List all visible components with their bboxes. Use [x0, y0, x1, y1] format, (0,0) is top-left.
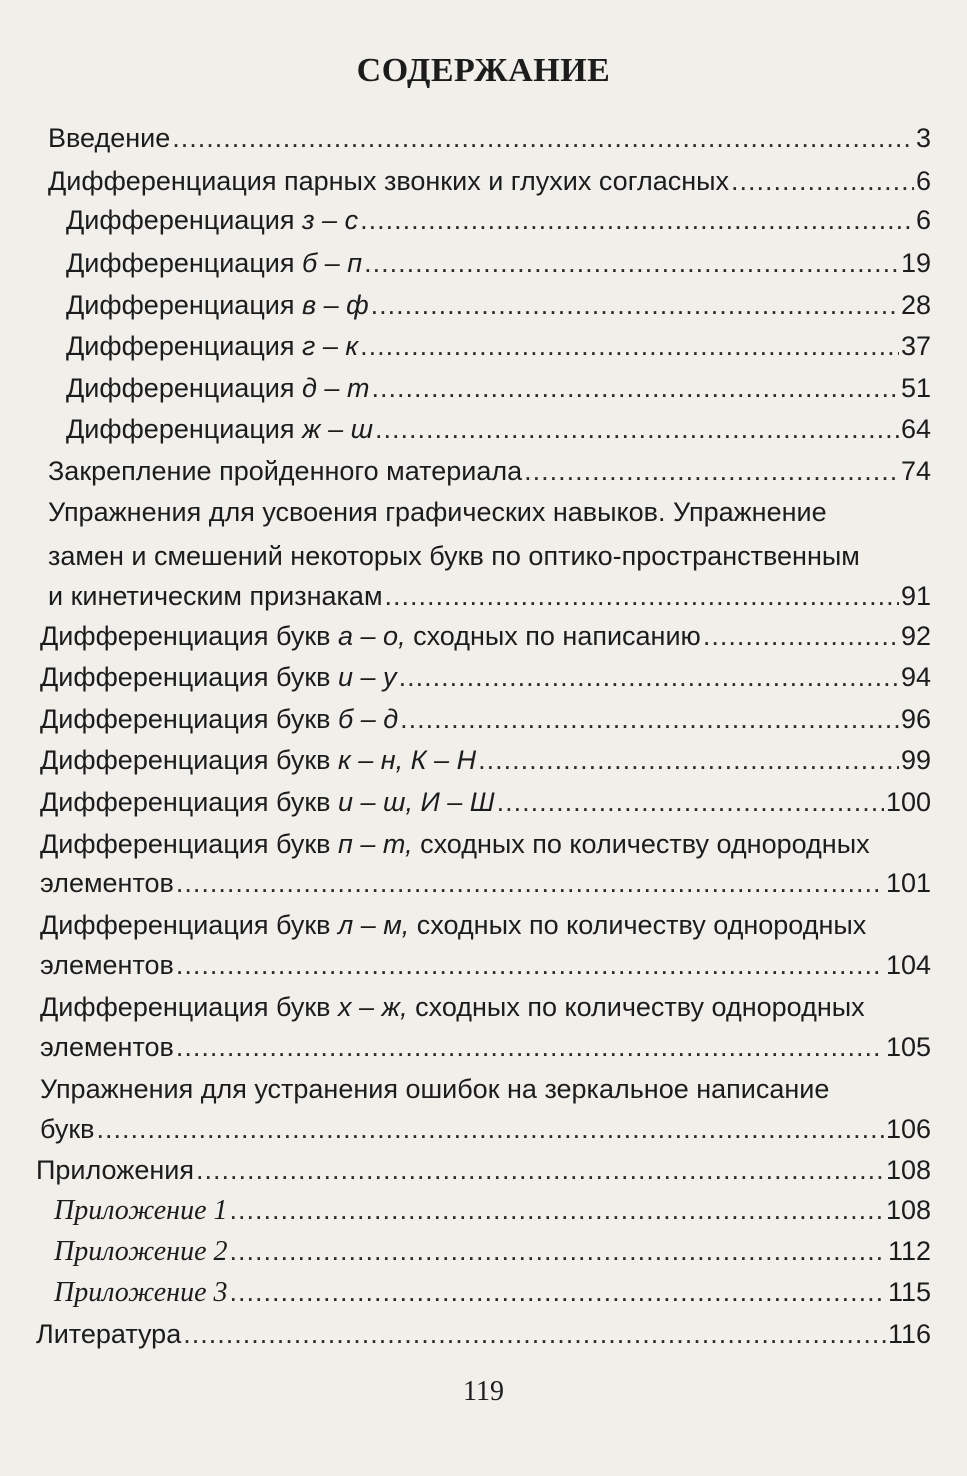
toc-entry-page: 99: [900, 745, 931, 775]
leader-dots: [172, 118, 914, 158]
toc-entry-line: Дифференциация букв х – ж, сходных по количеству однородных: [40, 992, 865, 1022]
toc-entry[interactable]: [66, 326, 931, 366]
toc-entry-label: и кинетическим признакам: [48, 581, 383, 611]
toc-entry-page: 19: [900, 248, 931, 278]
toc-entry[interactable]: [36, 1314, 931, 1354]
toc-entry-page: 3: [915, 123, 931, 153]
toc-entry-page: 105: [885, 1032, 931, 1062]
toc-entry-label: Дифференциация д – т: [66, 373, 370, 403]
page-number: 119: [463, 1376, 504, 1407]
toc-entry-page: 106: [885, 1114, 931, 1144]
toc-entry[interactable]: [40, 782, 931, 822]
toc-entry-label: элементов: [40, 868, 174, 898]
toc-entry-page: 51: [900, 373, 931, 403]
toc-entry[interactable]: [36, 1150, 931, 1190]
toc-entry-line: Упражнения для усвоения графических навыков. Упражнение: [48, 497, 827, 527]
leader-dots: [375, 409, 899, 449]
page-title: СОДЕРЖАНИЕ: [356, 52, 611, 89]
toc-entry-label: Дифференциация букв б – д: [40, 704, 399, 734]
toc-entry[interactable]: [48, 161, 931, 201]
toc-entry-label: Закрепление пройденного материала: [48, 456, 523, 486]
toc-entry[interactable]: [40, 699, 931, 739]
toc-entry-page: 100: [885, 787, 931, 817]
toc-entry[interactable]: [66, 409, 931, 449]
toc-entry-label: букв: [40, 1114, 95, 1144]
toc-entry[interactable]: [66, 243, 931, 283]
leader-dots: [176, 945, 884, 985]
leader-dots: [183, 1314, 886, 1354]
toc-entry-label: Дифференциация г – к: [66, 331, 359, 361]
toc-entry-page: 6: [915, 166, 931, 196]
toc-entry-label: Дифференциация парных звонких и глухих согласных: [48, 166, 730, 196]
toc-entry-label: элементов: [40, 1032, 174, 1062]
toc-entry[interactable]: [40, 863, 931, 903]
leader-dots: [703, 616, 899, 656]
toc-entry[interactable]: [40, 1109, 931, 1149]
leader-dots: [524, 451, 899, 491]
toc-entry-label: Литература: [36, 1319, 182, 1349]
toc-entry-label: Введение: [48, 123, 171, 153]
toc-entry[interactable]: [48, 576, 931, 616]
toc-entry[interactable]: [66, 285, 931, 325]
toc-entry-page: 108: [885, 1155, 931, 1185]
toc-entry-page: 91: [900, 581, 931, 611]
toc-entry-label: Приложение 2: [54, 1236, 228, 1267]
toc-entry-label: Дифференциация букв и – ш, И – Ш: [40, 787, 495, 817]
leader-dots: [196, 1150, 884, 1190]
leader-dots: [371, 368, 899, 408]
toc-entry-label: Дифференциация з – с: [66, 205, 359, 235]
toc-entry[interactable]: [40, 945, 931, 985]
toc-entry-label: Дифференциация в – ф: [66, 290, 369, 320]
toc-entry-label: Приложения: [36, 1155, 194, 1185]
toc-entry-label: Дифференциация букв к – н, К – Н: [40, 745, 477, 775]
leader-dots: [385, 576, 899, 616]
toc-entry-label: Дифференциация б – п: [66, 248, 363, 278]
toc-entry[interactable]: [48, 118, 931, 158]
leader-dots: [731, 161, 914, 201]
toc-entry-page: 115: [887, 1277, 931, 1307]
leader-dots: [400, 699, 899, 739]
toc-entry-page: 116: [887, 1319, 931, 1349]
toc-entry[interactable]: [66, 200, 931, 240]
toc-entry[interactable]: [66, 368, 931, 408]
toc-entry[interactable]: [54, 1231, 931, 1272]
toc-entry-label: Дифференциация букв и – у: [40, 662, 397, 692]
toc-entry[interactable]: [40, 740, 931, 780]
leader-dots: [478, 740, 899, 780]
toc-entry[interactable]: [40, 616, 931, 656]
toc-entry-line: замен и смешений некоторых букв по оптико-пространственным: [48, 541, 860, 571]
toc-entry[interactable]: [40, 657, 931, 697]
leader-dots: [97, 1109, 884, 1149]
leader-dots: [230, 1231, 886, 1271]
toc-entry-label: Приложение 1: [54, 1195, 228, 1226]
toc-entry[interactable]: [54, 1272, 931, 1313]
leader-dots: [360, 326, 899, 366]
toc-entry-page: 94: [900, 662, 931, 692]
leader-dots: [399, 657, 899, 697]
toc-entry-page: 64: [900, 414, 931, 444]
toc-entry-line: Дифференциация букв л – м, сходных по количеству однородных: [40, 910, 867, 940]
toc-entry-page: 108: [885, 1195, 931, 1225]
leader-dots: [360, 200, 914, 240]
leader-dots: [176, 1027, 884, 1067]
toc-entry[interactable]: [48, 451, 931, 491]
leader-dots: [364, 243, 899, 283]
toc-entry-page: 96: [900, 704, 931, 734]
toc-entry-label: Приложение 3: [54, 1277, 228, 1308]
toc-entry-page: 74: [900, 456, 931, 486]
toc-entry-page: 6: [915, 205, 931, 235]
toc-entry-page: 104: [885, 950, 931, 980]
toc-entry-line: Упражнения для устранения ошибок на зеркальное написание: [40, 1074, 830, 1104]
toc-entry-page: 37: [900, 331, 931, 361]
leader-dots: [176, 863, 884, 903]
toc-entry[interactable]: [54, 1190, 931, 1231]
toc-entry-page: 28: [900, 290, 931, 320]
toc-entry-page: 112: [887, 1236, 931, 1266]
leader-dots: [497, 782, 884, 822]
leader-dots: [230, 1190, 884, 1230]
leader-dots: [371, 285, 899, 325]
leader-dots: [230, 1272, 886, 1312]
toc-entry-label: Дифференциация букв а – о, сходных по написанию: [40, 621, 701, 651]
toc-entry[interactable]: [40, 1027, 931, 1067]
toc-entry-label: Дифференциация ж – ш: [66, 414, 374, 444]
toc-entry-label: элементов: [40, 950, 174, 980]
toc-entry-page: 92: [900, 621, 931, 651]
toc-entry-line: Дифференциация букв п – т, сходных по количеству однородных: [40, 829, 870, 859]
toc-entry-page: 101: [885, 868, 931, 898]
